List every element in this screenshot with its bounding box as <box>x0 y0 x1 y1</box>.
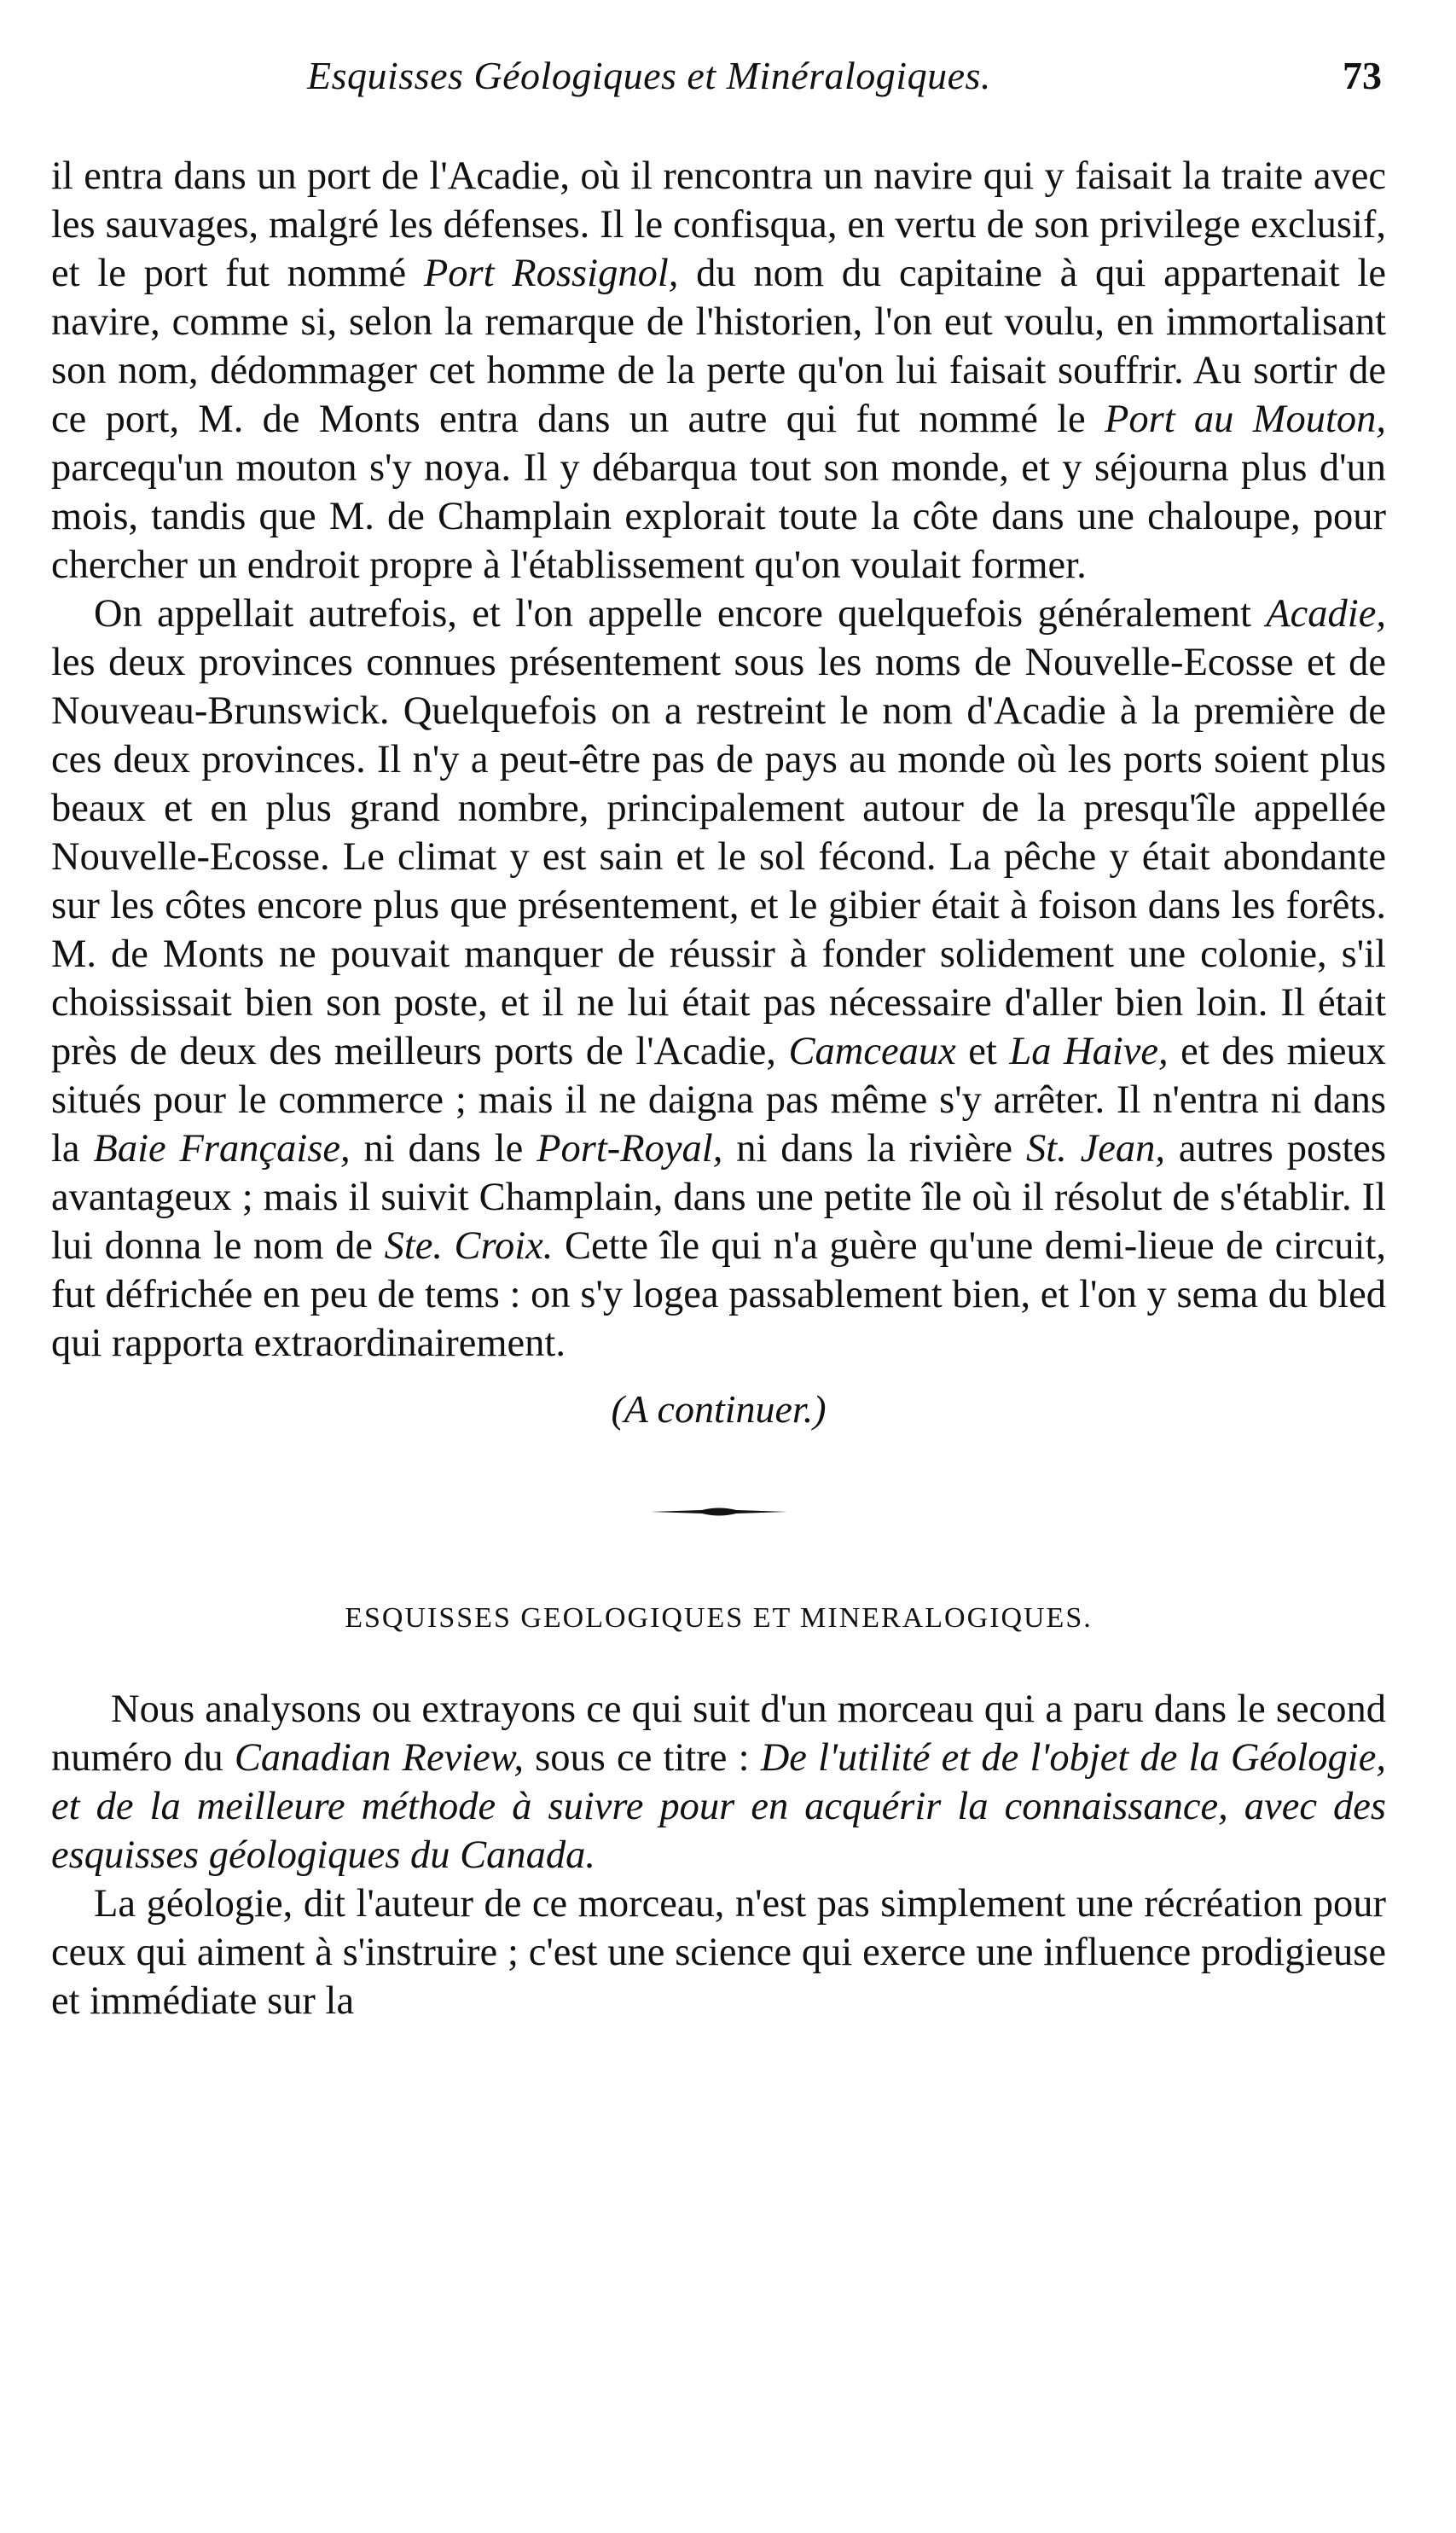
text-segment: il entra dans un port de l'Acadie, où il rencontra un navire qui y faisait la traite avec les sauvages, malgré les défenses. Il le confisqua, en vertu de son privilege exclusif, et le port fut nommé <box>51 154 1386 295</box>
ornamental-rule-graphic <box>651 1506 787 1518</box>
text-segment: sous ce titre : <box>523 1736 761 1780</box>
text-segment: et des mieux situés pour le commerce ; mais il ne daigna pas même s'y arrêter. Il n'entra ni dans la <box>51 1030 1387 1171</box>
body-text <box>51 152 1386 2025</box>
paragraph-acadie <box>51 590 1386 1368</box>
italic-place-name: Port Rossignol, <box>423 252 679 295</box>
text-segment: La géologie, dit l'auteur de ce morceau, n'est pas simplement une récréation pour ceux qui aiment à s'instruire ; c'est une science qui exerce une influence prodigieuse et immédiate sur la <box>51 1882 1386 2023</box>
text-segment: On appellait autrefois, et l'on appelle encore quelquefois généralement <box>94 592 1267 636</box>
text-segment: et <box>955 1030 1010 1073</box>
text-segment: du nom du capitaine à qui appartenait le navire, comme si, selon la remarque de l'historien, l'on eut voulu, en immortalisant son nom, dédommager cet homme de la perte qu'on lui faisait souffrir. Au sortir de ce port, M. de Monts entra dans un autre qui fut nommé le <box>51 252 1386 441</box>
section-body <box>51 1685 1386 2025</box>
to-be-continued-note: (A continuer.) <box>611 1387 827 1431</box>
text-segment: parcequ'un mouton s'y noya. Il y débarqua tout son monde, et y séjourna plus d'un mois, tandis que M. de Champlain explorait toute la côte dans une chaloupe, pour chercher un endroit propre à l'établissement qu'on voulait former. <box>51 446 1386 587</box>
text-segment: ni dans le <box>350 1127 537 1171</box>
page-number: 73 <box>1343 54 1382 97</box>
italic-place-name: Baie Française, <box>93 1127 351 1171</box>
italic-article-title: De l'utilité et de l'objet de la Géologie, et de la meilleure méthode à suivre pour en acquérir la connaissance, avec des esquisses géologiques du Canada. <box>51 1736 1386 1877</box>
text-segment: ni dans la rivière <box>722 1127 1026 1171</box>
text-segment: Nous analysons ou extrayons ce qui suit d'un morceau qui a paru dans le second numéro du <box>51 1688 1386 1780</box>
italic-place-name: Port au Mouton, <box>1104 398 1386 441</box>
italic-place-name: Port-Royal, <box>537 1127 723 1171</box>
italic-journal-title: Canadian Review, <box>234 1736 524 1780</box>
italic-place-name: Ste. Croix. <box>384 1224 554 1268</box>
italic-place-name: Camceaux <box>788 1030 956 1073</box>
paragraph-introduction <box>51 1685 1386 1879</box>
section-heading: ESQUISSES GEOLOGIQUES ET MINERALOGIQUES. <box>345 1602 1093 1634</box>
running-head <box>51 53 1382 104</box>
paragraph-geology <box>51 1879 1386 2025</box>
running-title: Esquisses Géologiques et Minéralogiques. <box>307 54 991 97</box>
text-segment: autres postes avantageux ; mais il suivit Champlain, dans une petite île où il résolut de s'établir. Il lui donna le nom de <box>51 1127 1386 1268</box>
text-segment: les deux provinces connues présentement sous les noms de Nouvelle-Ecosse et de Nouveau-Brunswick. Quelquefois on a restreint le nom d'Acadie à la première de ces deux provinces. Il n'y a peut-être pas de pays au monde où les ports soient plus beaux et en plus grand nombre, principalement autour de la presqu'île appellée Nouvelle-Ecosse. Le climat y est sain et le sol fécond. La pêche y était abondante sur les côtes encore plus que présentement, et le gibier était à foison dans les forêts. M. de Monts ne pouvait manquer de réussir à fonder solidement une colonie, s'il choississait bien son poste, et il ne lui était pas nécessaire d'aller bien loin. Il était près de deux des meilleurs ports de l'Acadie, <box>51 641 1386 1073</box>
italic-place-name: La Haive, <box>1009 1030 1169 1073</box>
italic-place-name: Acadie, <box>1266 592 1386 636</box>
text-segment: Cette île qui n'a guère qu'une demi-lieue de circuit, fut défrichée en peu de tems : on s'y logea passablement bien, et l'on y sema du bled qui rapporta extraordinairement. <box>51 1224 1386 1365</box>
paragraph-port-rossignol <box>51 152 1386 590</box>
italic-place-name: St. Jean, <box>1025 1127 1165 1171</box>
ornamental-rule <box>651 1506 787 1518</box>
